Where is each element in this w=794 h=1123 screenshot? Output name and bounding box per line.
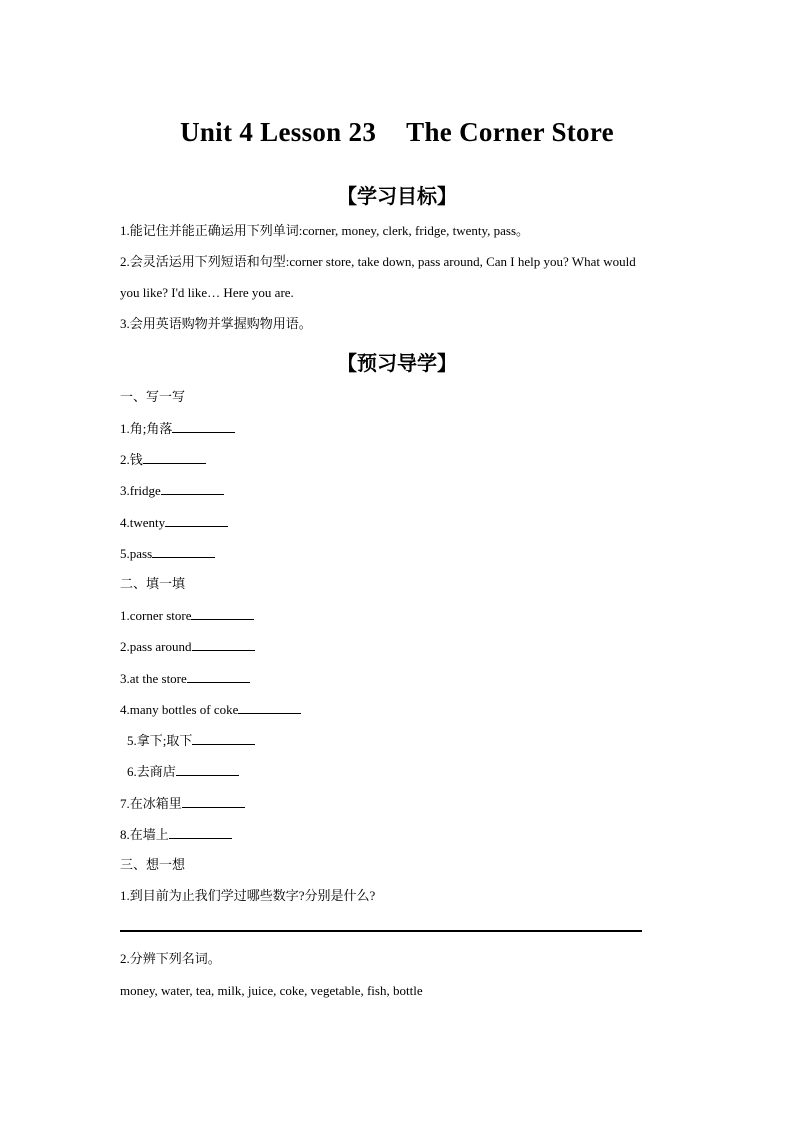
part3-title: 三、想一想 (120, 857, 186, 872)
list-item (120, 607, 254, 624)
answer-blank[interactable] (238, 701, 301, 714)
page-title (0, 117, 794, 148)
item-label: 2.pass around (120, 639, 192, 654)
title-lesson: Unit 4 Lesson 23 (180, 117, 377, 147)
section-heading-goals: 【学习目标】 (337, 184, 457, 208)
answer-blank[interactable] (191, 607, 254, 620)
answer-blank[interactable] (165, 514, 228, 527)
list-item (127, 763, 239, 780)
item-label: 5.拿下;取下 (127, 733, 193, 748)
goal-line-1: 1.能记住并能正确运用下列单词:corner, money, clerk, fridge, twenty, pass。 (120, 223, 530, 238)
list-item (120, 545, 215, 562)
answer-blank[interactable] (143, 451, 206, 464)
noun-list: money, water, tea, milk, juice, coke, vegetable, fish, bottle (120, 983, 423, 998)
answer-blank[interactable] (192, 638, 255, 651)
answer-blank[interactable] (161, 482, 224, 495)
list-item (120, 701, 301, 718)
list-item (120, 451, 206, 468)
item-label: 8.在墙上 (120, 827, 169, 842)
item-label: 2.钱 (120, 452, 143, 467)
list-item (120, 482, 224, 499)
part2-title: 二、填一填 (120, 576, 186, 591)
answer-blank[interactable] (192, 732, 255, 745)
answer-blank[interactable] (182, 795, 245, 808)
title-topic: The Corner Store (406, 117, 614, 147)
item-label: 4.many bottles of coke (120, 702, 239, 717)
list-item (120, 638, 255, 655)
answer-blank[interactable] (169, 826, 232, 839)
section-heading-preview: 【预习导学】 (337, 351, 457, 375)
list-item (120, 420, 235, 437)
item-label: 7.在冰箱里 (120, 796, 182, 811)
question-2: 2.分辨下列名词。 (120, 951, 221, 966)
answer-blank[interactable] (176, 763, 239, 776)
answer-blank[interactable] (152, 545, 215, 558)
answer-blank[interactable] (172, 420, 235, 433)
goal-line-2: 2.会灵活运用下列短语和句型:corner store, take down, pass around, Can I help you? What would (120, 254, 636, 269)
item-label: 5.pass (120, 546, 153, 561)
list-item (120, 795, 245, 812)
item-label: 3.at the store (120, 671, 187, 686)
question-1: 1.到目前为止我们学过哪些数字?分别是什么? (120, 888, 376, 903)
item-label: 6.去商店 (127, 764, 176, 779)
answer-blank[interactable] (187, 670, 250, 683)
item-label: 4.twenty (120, 515, 166, 530)
list-item (120, 514, 228, 531)
item-label: 1.角;角落 (120, 421, 173, 436)
item-label: 1.corner store (120, 608, 192, 623)
list-item (127, 732, 255, 749)
list-item (120, 670, 250, 687)
answer-line[interactable] (120, 930, 642, 932)
goal-line-3: 3.会用英语购物并掌握购物用语。 (120, 316, 312, 331)
goal-line-2-cont: you like? I'd like… Here you are. (120, 285, 294, 300)
item-label: 3.fridge (120, 483, 161, 498)
list-item (120, 826, 232, 843)
part1-title: 一、写一写 (120, 389, 186, 404)
